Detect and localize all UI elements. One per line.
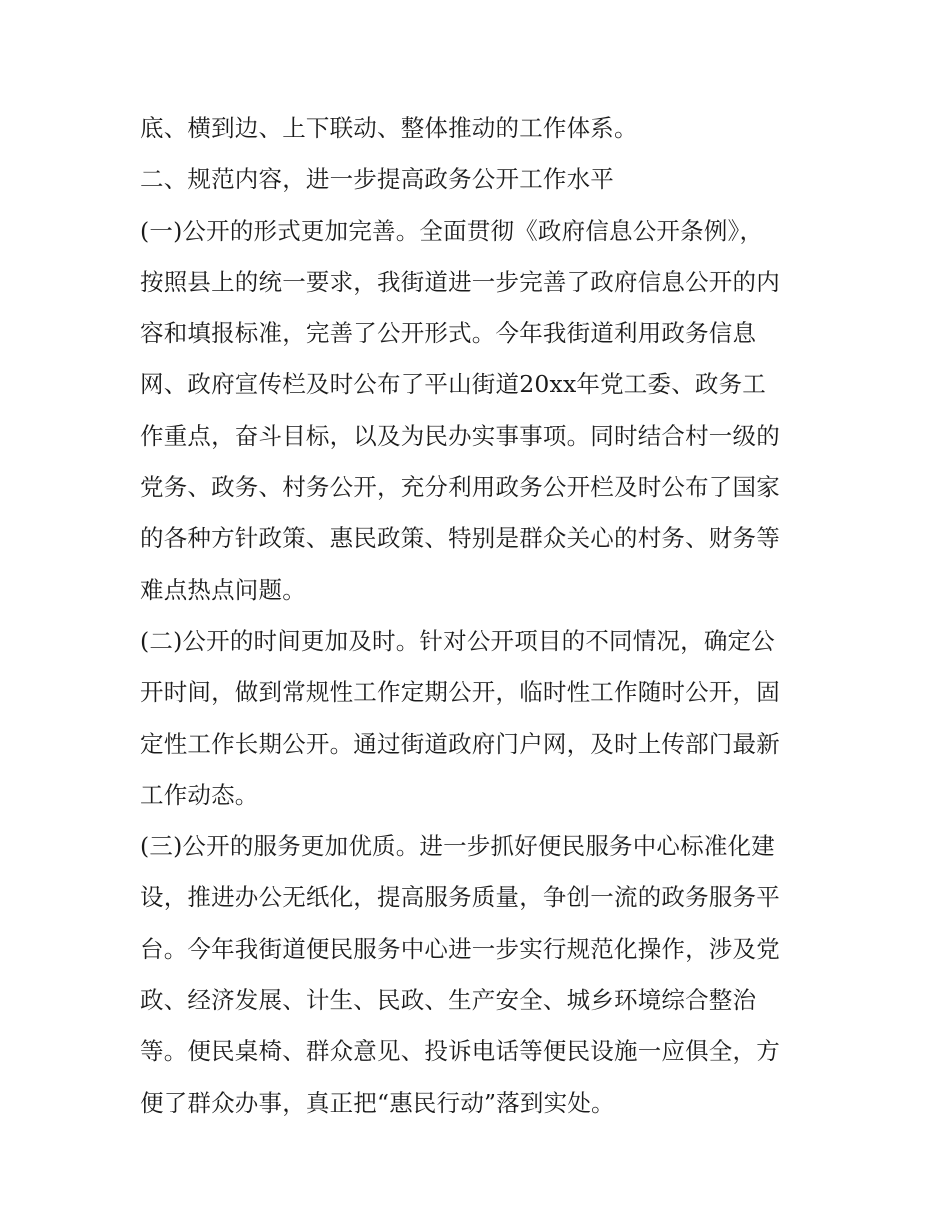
text-line: (一)公开的形式更加完善。全面贯彻《政府信息公开条例》， [140, 216, 764, 245]
text-line: 定性工作长期公开。通过街道政府门户网，及时上传部门最新 [140, 729, 780, 758]
text-line: 底、横到边、上下联动、整体推动的工作体系。 [140, 114, 638, 142]
text-line: 难点热点问题。 [140, 575, 306, 604]
text-line: 的各种方针政策、惠民政策、特别是群众关心的村务、财务等 [140, 524, 780, 553]
text-line: 按照县上的统一要求，我街道进一步完善了政府信息公开的内 [140, 267, 780, 296]
text-line: (三)公开的服务更加优质。进一步抓好便民服务中心标准化建 [140, 832, 775, 861]
text-line: 党务、政务、村务公开，充分利用政务公开栏及时公布了国家 [140, 473, 780, 502]
text-line: 容和填报标准，完善了公开形式。今年我街道利用政务信息 [140, 319, 757, 348]
section-heading: 二、规范内容，进一步提高政务公开工作水平 [140, 165, 614, 194]
text-line: 政、经济发展、计生、民政、生产安全、城乡环境综合整治 [140, 986, 757, 1015]
text-line: 台。今年我街道便民服务中心进一步实行规范化操作，涉及党 [140, 934, 780, 963]
text-line: (二)公开的时间更加及时。针对公开项目的不同情况，确定公 [140, 626, 775, 655]
text-line: 便了群众办事，真正把“惠民行动”落到实处。 [140, 1088, 615, 1117]
document-body [140, 103, 830, 1129]
text-line: 作重点，奋斗目标，以及为民办实事事项。同时结合村一级的 [140, 421, 780, 450]
text-line: 工作动态。 [140, 780, 259, 809]
text-line: 等。便民桌椅、群众意见、投诉电话等便民设施一应俱全，方 [140, 1037, 780, 1066]
text-line: 网、政府宣传栏及时公布了平山街道20xx年党工委、政务工 [140, 370, 767, 399]
text-line: 设，推进办公无纸化，提高服务质量，争创一流的政务服务平 [140, 883, 780, 912]
text-line: 开时间，做到常规性工作定期公开，临时性工作随时公开，固 [140, 678, 780, 707]
